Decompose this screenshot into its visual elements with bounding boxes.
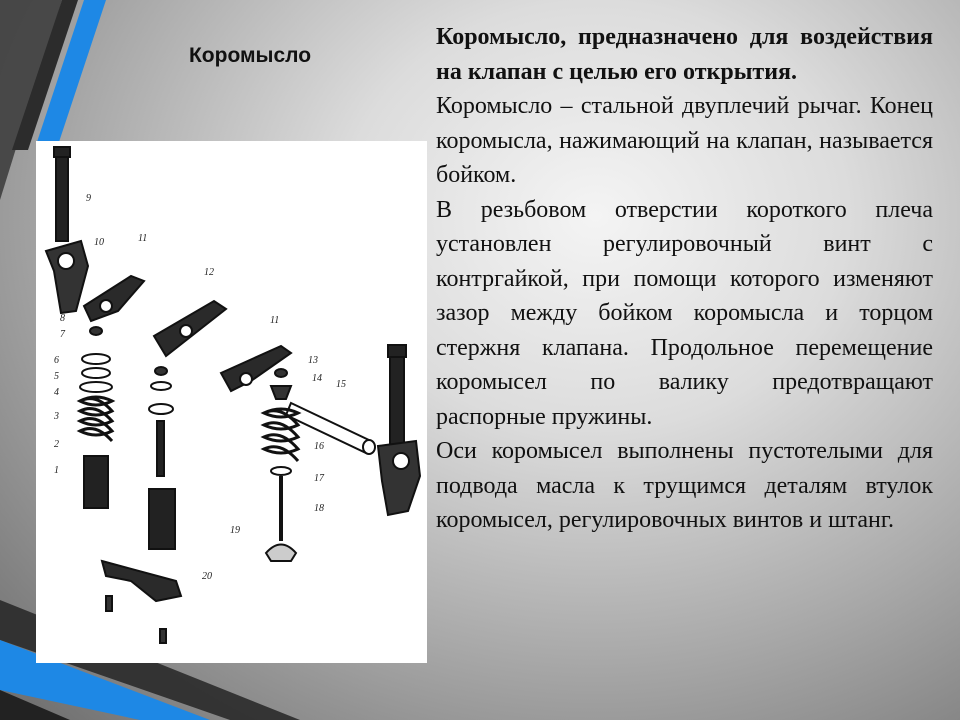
part-label: 20 bbox=[202, 571, 212, 582]
part-label: 17 bbox=[314, 473, 324, 484]
part-label: 4 bbox=[54, 387, 59, 398]
part-label: 13 bbox=[308, 355, 318, 366]
slide-title: Коромысло bbox=[188, 44, 312, 67]
body-paragraph: Оси коромысел выполнены пустотелыми для подвода масла к трущимся деталям втулок коромысел, регулировочных винтов и штанг. bbox=[436, 438, 933, 533]
part-label: 19 bbox=[230, 525, 240, 536]
part-label: 9 bbox=[86, 193, 91, 204]
part-label: 11 bbox=[270, 315, 280, 326]
part-label: 12 bbox=[204, 267, 214, 278]
part-label: 7 bbox=[60, 329, 65, 340]
part-label: 18 bbox=[314, 503, 324, 514]
body-paragraph: В резьбовом отверстии короткого плеча установлен регулировочный винт с контргайкой, при помощи которого изменяют зазор между бойком коромысла и торцом стержня клапана. Продольное перемещение коромысел по валику предотвращают распорные пружины. bbox=[436, 196, 933, 430]
body-paragraph: Коромысло – стальной двуплечий рычаг. Конец коромысла, нажимающий на клапан, называется бойком. bbox=[436, 93, 933, 188]
part-label: 10 bbox=[94, 237, 104, 248]
part-label: 3 bbox=[54, 411, 59, 422]
part-label: 2 bbox=[54, 439, 59, 450]
rocker-assembly-drawing bbox=[36, 141, 427, 663]
part-label: 1 bbox=[54, 465, 59, 476]
part-label: 16 bbox=[314, 441, 324, 452]
exploded-diagram bbox=[36, 141, 427, 663]
part-label: 14 bbox=[312, 373, 322, 384]
part-label: 11 bbox=[138, 233, 148, 244]
slide-body bbox=[436, 20, 933, 538]
part-label: 8 bbox=[60, 313, 65, 324]
part-label: 6 bbox=[54, 355, 59, 366]
part-label: 5 bbox=[54, 371, 59, 382]
part-label: 15 bbox=[336, 379, 346, 390]
lead-paragraph: Коромысло, предназначено для воздействия на клапан с целью его открытия. bbox=[436, 24, 933, 85]
